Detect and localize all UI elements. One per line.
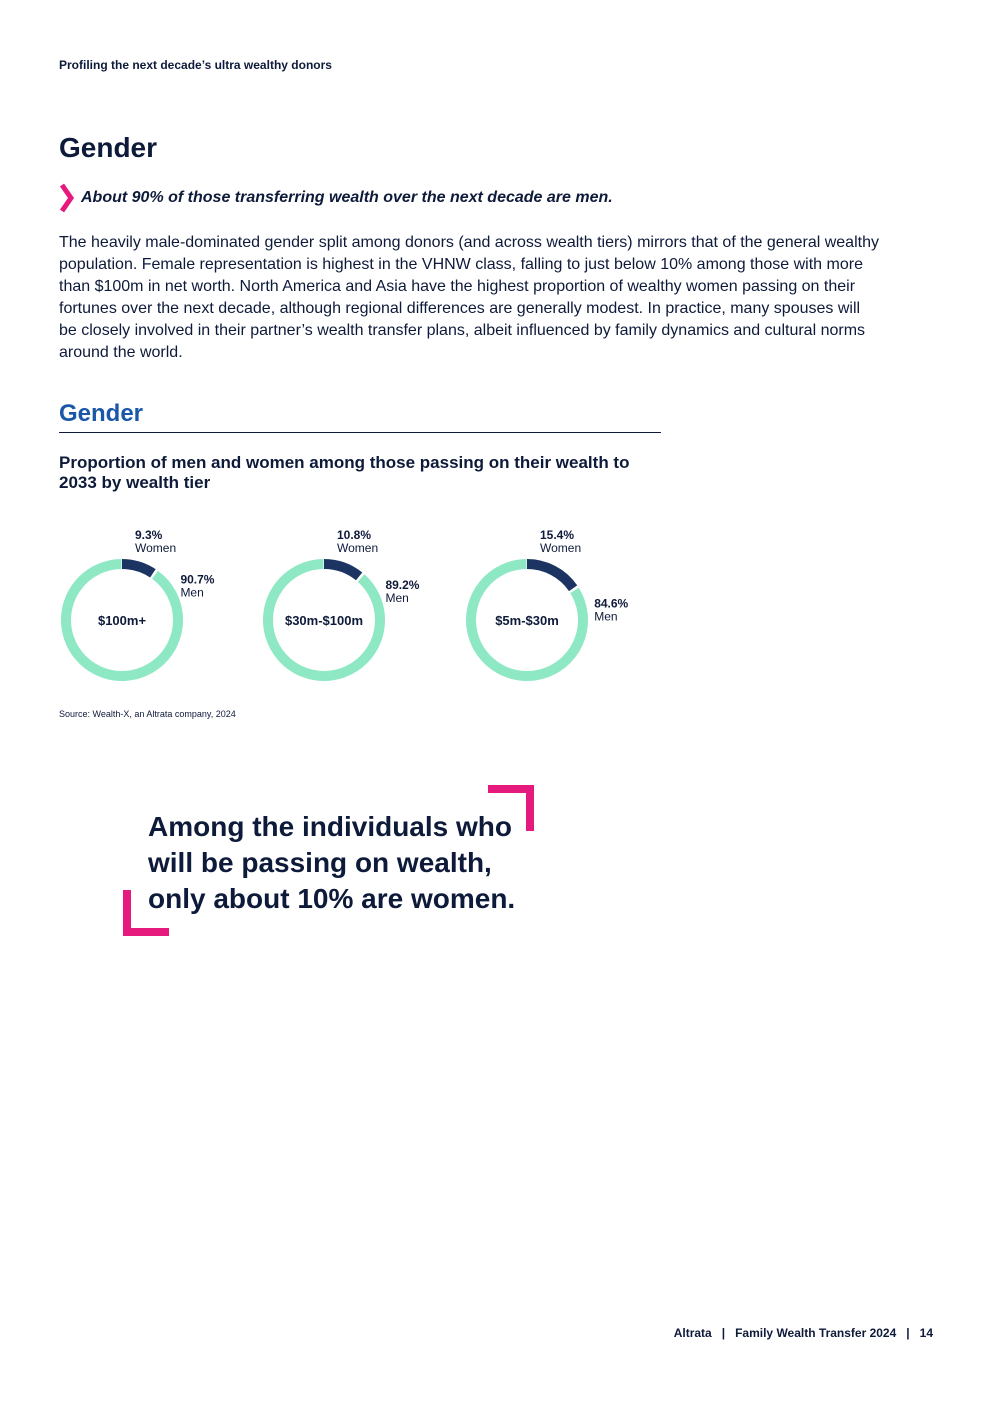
donut-charts <box>56 520 656 700</box>
tier-label: $5m-$30m <box>495 613 559 628</box>
body-paragraph: The heavily male-dominated gender split among donors (and across wealth tiers) mirrors that of the general wealthy population. Female representation is highest in the VHNW class, falling to just below 10% among those with more than $100m in net worth. North America and Asia have the highest proportion of wealthy women passing on their fortunes over the next decade, although regional differences are generally modest. In practice, many spouses will be closely involved in their partner’s wealth transfer plans, albeit influenced by family dynamics and cultural norms around the world. <box>59 234 879 361</box>
donut-chart-5m-30m <box>471 528 629 676</box>
running-header: Profiling the next decade’s ultra wealthy donors <box>59 58 332 72</box>
men-text-label: Men <box>385 590 409 605</box>
women-value-label: 9.3% <box>135 528 163 542</box>
footer-brand: Altrata <box>673 1326 712 1340</box>
donut-chart-30m-100m <box>268 528 420 676</box>
chart-source: Source: Wealth-X, an Altrata company, 2024 <box>59 709 236 719</box>
women-text-label: Women <box>337 541 379 555</box>
callout-text: About 90% of those transferring wealth over the next decade are men. <box>81 189 613 206</box>
women-text-label: Women <box>135 541 177 555</box>
donut-chart-100m-plus <box>66 528 215 676</box>
slice-women <box>122 564 153 573</box>
footer-report-title: Family Wealth Transfer 2024 <box>735 1326 897 1340</box>
page-number: 14 <box>919 1326 933 1340</box>
chart-heading: Gender <box>59 400 661 433</box>
slice-women <box>324 564 359 576</box>
chevron-right-icon <box>59 182 75 214</box>
footer-separator: | <box>721 1326 726 1340</box>
page-footer <box>674 1326 933 1340</box>
women-value-label: 10.8% <box>337 528 372 542</box>
gender-chart-block <box>59 400 661 493</box>
pull-quote: Among the individuals who will be passing on wealth, only about 10% are women. <box>148 811 516 914</box>
tier-label: $30m-$100m <box>284 613 364 628</box>
men-value-label: 90.7% <box>180 572 215 587</box>
women-value-label: 15.4% <box>540 528 575 542</box>
men-value-label: 84.6% <box>594 596 629 611</box>
footer-separator: | <box>906 1326 910 1340</box>
pull-quote-block <box>120 784 540 940</box>
women-text-label: Women <box>540 541 582 555</box>
section-title: Gender <box>59 132 158 163</box>
tier-label: $100m+ <box>97 613 147 628</box>
chart-title: Proportion of men and women among those passing on their wealth to 2033 by wealth tier <box>59 453 630 492</box>
slice-women <box>527 564 573 588</box>
men-text-label: Men <box>180 585 204 600</box>
key-finding-callout <box>59 182 613 214</box>
men-value-label: 89.2% <box>385 577 420 592</box>
men-text-label: Men <box>594 609 618 624</box>
